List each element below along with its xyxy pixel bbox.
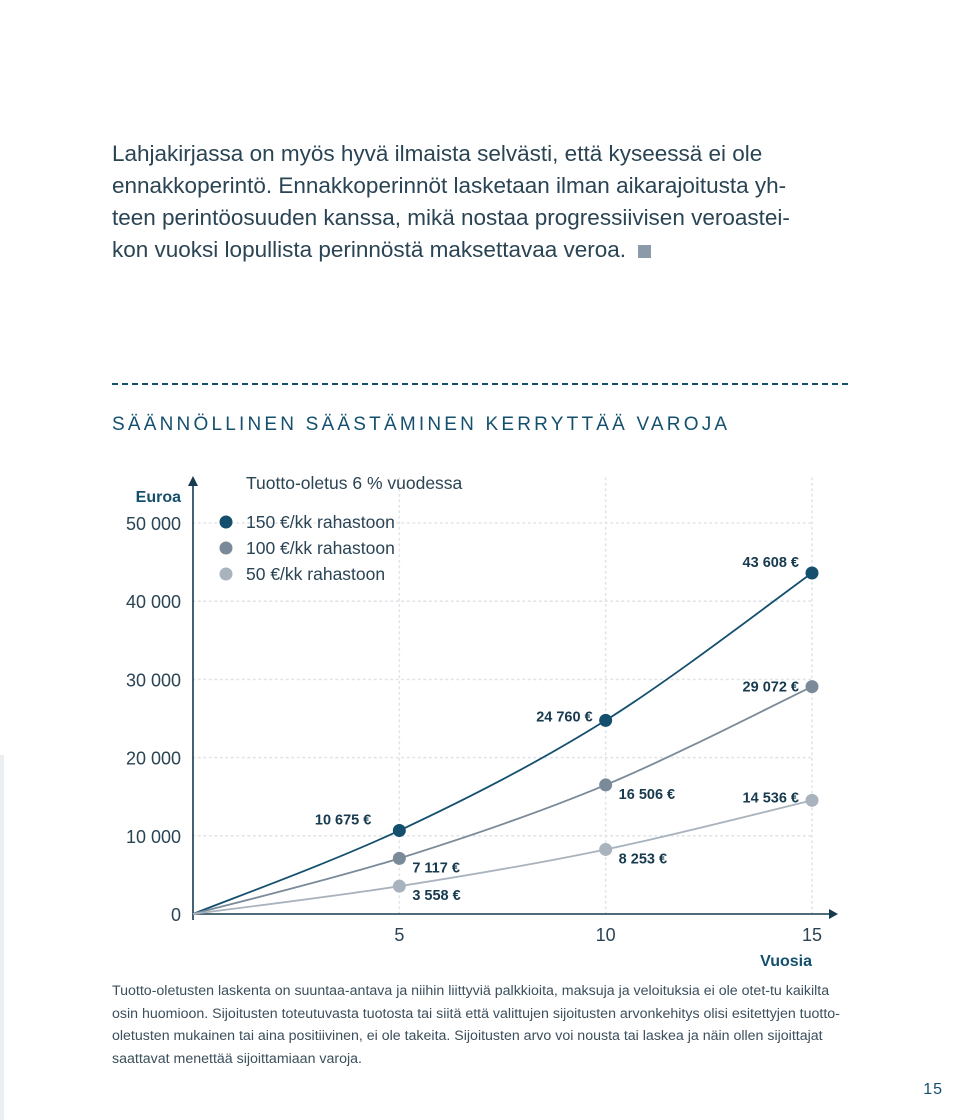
x-axis-title: Vuosia [760,953,812,970]
series-line [193,573,812,914]
intro-line: teen perintöosuuden kanssa, mikä nostaa progressiivisen veroastei- [112,205,790,230]
data-point [599,714,612,727]
data-label: 14 536 € [742,790,799,807]
savings-growth-chart [0,460,960,980]
intro-line-text: kon vuoksi lopullista perinnöstä maksettavaa veroa. [112,237,627,262]
x-tick-label: 5 [394,925,405,945]
data-point [806,794,819,807]
end-of-article-square-icon [638,245,651,258]
data-label: 29 072 € [742,679,799,696]
data-label: 10 675 € [314,812,372,829]
data-label: 16 506 € [618,786,676,803]
y-axis-title: Euroa [135,489,181,506]
legend-marker-icon [220,568,233,581]
series-line [193,800,812,914]
intro-line: ennakkoperintö. Ennakkoperinnöt lasketaan ilman aikarajoitusta yh- [112,173,787,198]
page-number: 15 [923,1081,943,1098]
data-point [393,824,406,837]
data-point [599,843,612,856]
data-point [599,778,612,791]
legend-label: 50 €/kk rahastoon [246,564,386,584]
y-axis-arrow-icon [188,476,198,486]
intro-line: Lahjakirjassa on myös hyvä ilmaista selvästi, että kyseessä ei ole [112,141,763,166]
data-label: 43 608 € [742,554,799,571]
legend-marker-icon [220,516,233,529]
data-point [806,680,819,693]
chart-subtitle: Tuotto-oletus 6 % vuodessa [246,473,463,493]
data-label: 24 760 € [536,709,593,726]
y-tick-label: 0 [170,905,181,925]
data-label: 8 253 € [618,851,668,868]
section-title: SÄÄNNÖLLINEN SÄÄSTÄMINEN KERRYTTÄÄ VAROJA [112,414,731,435]
legend-label: 150 €/kk rahastoon [246,512,395,532]
y-tick-label: 10 000 [125,826,181,847]
data-label: 3 558 € [412,888,461,905]
disclaimer-note: Tuotto-oletusten laskenta on suuntaa-antava ja niihin liittyviä palkkioita, maksuja ja veloituksia ei ole otet-tu kaikilta osin huomioon. Sijoitusten toteutuvasta tuotosta tai siitä että valittujen sijoitusten arvonkehitys olisi esitettyjen tuotto-oletusten mukainen tai aina positiivinen, ei ole takeita. Sijoitusten arvo voi nousta tai laskea ja näin ollen sijoittajat saattavat menettää sijoittamiaan varoja. [112,983,840,1067]
legend-label: 100 €/kk rahastoon [246,538,395,558]
intro-line [112,234,852,266]
series-line [193,687,812,914]
intro-paragraph [112,138,852,266]
dashed-divider [112,383,848,385]
data-label: 7 117 € [412,860,460,877]
y-tick-label: 30 000 [125,670,181,691]
data-point [806,566,819,579]
y-tick-label: 40 000 [125,592,181,613]
x-tick-label: 10 [595,925,616,945]
y-tick-label: 20 000 [125,748,181,769]
legend-marker-icon [220,542,233,555]
x-tick-label: 15 [801,925,823,945]
x-axis-arrow-icon [829,909,838,919]
data-point [393,852,406,865]
y-tick-label: 50 000 [125,514,181,534]
data-point [393,880,406,893]
